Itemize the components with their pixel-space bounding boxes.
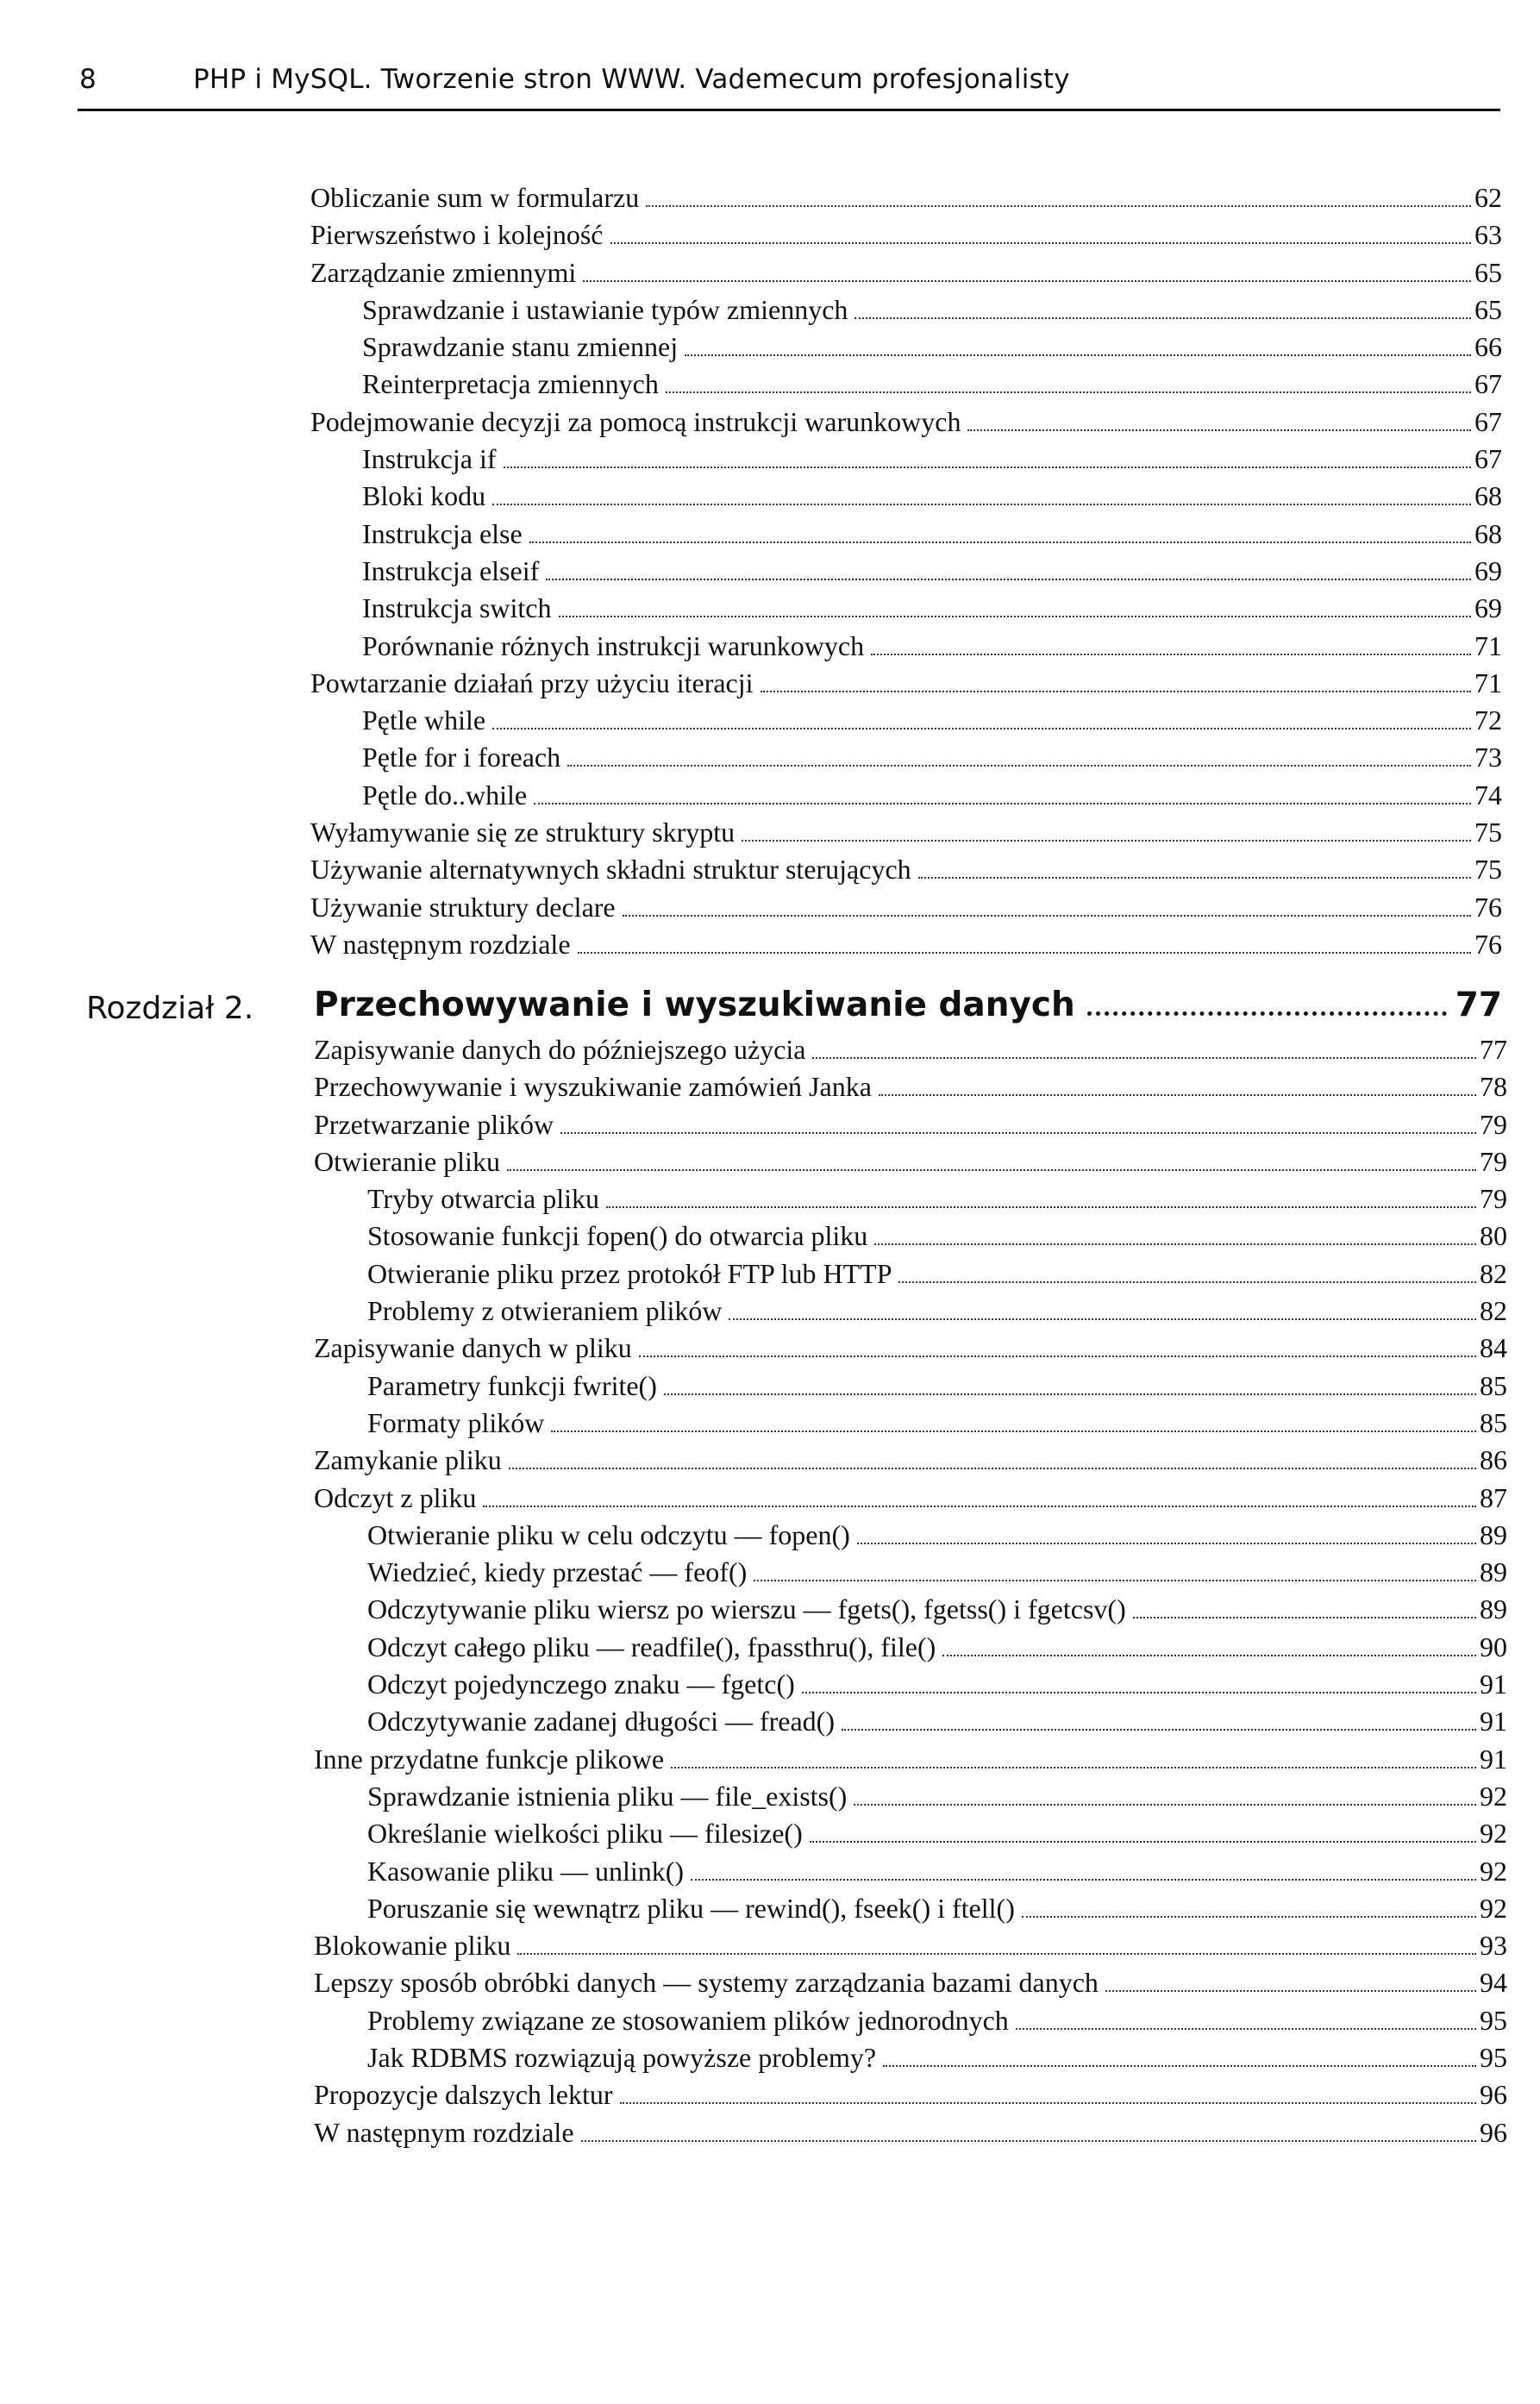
toc-entry-page: 74 xyxy=(1474,779,1502,811)
toc-leader-dots xyxy=(1022,1916,1476,1918)
toc-entry xyxy=(310,665,1502,702)
toc-leader-dots xyxy=(1133,1617,1476,1618)
toc-entry-page: 71 xyxy=(1474,629,1502,661)
toc-entry xyxy=(314,1143,1507,1180)
toc-entry xyxy=(314,1031,1507,1068)
toc-leader-dots xyxy=(918,877,1471,879)
toc-entry-page: 80 xyxy=(1480,1220,1507,1252)
toc-entry-page: 67 xyxy=(1474,443,1502,475)
toc-entry-title: Przechowywanie i wyszukiwanie zamówień Janka xyxy=(314,1071,872,1103)
toc-entry-page: 78 xyxy=(1480,1071,1507,1103)
toc-entry xyxy=(310,254,1502,291)
toc-leader-dots xyxy=(967,429,1471,431)
toc-entry-title: Lepszy sposób obróbki danych — systemy zarządzania bazami danych xyxy=(314,1967,1099,1999)
toc-entry xyxy=(314,1106,1507,1143)
toc-entry xyxy=(314,2114,1507,2151)
toc-leader-dots xyxy=(507,1169,1476,1171)
toc-leader-dots xyxy=(517,1953,1476,1955)
toc-entry-title: Wiedzieć, kiedy przestać — feof() xyxy=(367,1556,748,1588)
toc-entry-title: Używanie struktury declare xyxy=(310,891,616,923)
toc-entry xyxy=(367,2039,1507,2076)
toc-entry-page: 68 xyxy=(1474,517,1502,549)
toc-entry xyxy=(367,1293,1507,1330)
toc-leader-dots xyxy=(1016,2028,1476,2030)
toc-entry xyxy=(362,329,1502,366)
toc-leader-dots xyxy=(810,1841,1476,1843)
toc-entry xyxy=(367,1517,1507,1554)
toc-entry-page: 96 xyxy=(1480,2116,1507,2148)
toc-entry-title: Określanie wielkości pliku — filesize() xyxy=(367,1818,803,1850)
toc-entry-page: 91 xyxy=(1480,1743,1507,1775)
toc-entry-title: Instrukcja if xyxy=(362,443,497,475)
toc-entry-page: 92 xyxy=(1480,1855,1507,1887)
toc-entry-title: Odczyt całego pliku — readfile(), fpassthru(), file() xyxy=(367,1631,936,1662)
chapter-title: Przechowywanie i wyszukiwanie danych xyxy=(314,986,1075,1024)
toc-entry xyxy=(314,1927,1507,1964)
toc-entry-page: 89 xyxy=(1480,1518,1507,1550)
toc-entry-title: Otwieranie pliku w celu odczytu — fopen() xyxy=(367,1518,850,1550)
toc-entry-title: Parametry funkcji fwrite() xyxy=(367,1369,657,1401)
toc-leader-dots xyxy=(691,1879,1476,1881)
toc-entry xyxy=(310,179,1502,216)
toc-entry xyxy=(310,926,1502,963)
chapter-label: Rozdział 2. xyxy=(86,991,254,1026)
toc-entry xyxy=(314,1068,1507,1105)
toc-entry-title: Zarządzanie zmiennymi xyxy=(310,256,577,288)
toc-entry xyxy=(367,2002,1507,2039)
chapter-heading xyxy=(86,986,1502,1034)
toc-entry-page: 95 xyxy=(1480,2042,1507,2074)
toc-leader-dots xyxy=(942,1655,1476,1656)
toc-entry-page: 82 xyxy=(1480,1257,1507,1289)
toc-entry-page: 95 xyxy=(1480,2004,1507,2036)
chapter-leader-dots xyxy=(1087,1011,1447,1016)
toc-entry xyxy=(362,628,1502,665)
toc-leader-dots xyxy=(560,1132,1476,1134)
toc-leader-dots xyxy=(583,280,1471,282)
toc-entry-page: 87 xyxy=(1480,1481,1507,1513)
toc-entry xyxy=(367,1703,1507,1740)
toc-entry xyxy=(310,216,1502,254)
toc-entry-title: Podejmowanie decyzji za pomocą instrukcji warunkowych xyxy=(310,405,961,437)
toc-entry-page: 85 xyxy=(1480,1369,1507,1401)
toc-entry-page: 91 xyxy=(1480,1706,1507,1737)
toc-entry xyxy=(310,851,1502,888)
toc-leader-dots xyxy=(812,1057,1476,1059)
toc-entry-title: Porównanie różnych instrukcji warunkowych xyxy=(362,629,865,661)
toc-entry-title: Sprawdzanie istnienia pliku — file_exists() xyxy=(367,1780,848,1812)
toc-entry-title: Stosowanie funkcji fopen() do otwarcia pliku xyxy=(367,1220,868,1252)
toc-leader-dots xyxy=(879,1094,1476,1096)
toc-entry-page: 69 xyxy=(1474,592,1502,624)
toc-entry-title: Sprawdzanie stanu zmiennej xyxy=(362,331,679,363)
toc-entry xyxy=(367,1405,1507,1442)
toc-leader-dots xyxy=(874,1243,1476,1245)
toc-leader-dots xyxy=(854,1804,1476,1806)
toc-entry-page: 72 xyxy=(1474,704,1502,736)
toc-entry xyxy=(362,291,1502,329)
toc-entry-page: 68 xyxy=(1474,480,1502,512)
toc-leader-dots xyxy=(666,391,1471,393)
toc-entry-title: Inne przydatne funkcje plikowe xyxy=(314,1743,665,1775)
toc-entry-page: 69 xyxy=(1474,554,1502,586)
page-number: 8 xyxy=(79,64,97,95)
toc-leader-dots xyxy=(546,579,1471,580)
toc-entry-title: Jak RDBMS rozwiązują powyższe problemy? xyxy=(367,2042,877,2074)
toc-entry xyxy=(362,516,1502,553)
toc-entry xyxy=(314,1741,1507,1778)
toc-entry xyxy=(367,1180,1507,1218)
toc-entry xyxy=(310,814,1502,851)
toc-section-chapter-2 xyxy=(0,1031,1540,2151)
toc-entry xyxy=(367,1890,1507,1927)
toc-leader-dots xyxy=(620,2102,1476,2104)
chapter-title-row xyxy=(314,986,1502,1024)
toc-entry xyxy=(314,2076,1507,2113)
toc-entry-title: Otwieranie pliku przez protokół FTP lub HTTP xyxy=(367,1257,892,1289)
toc-entry xyxy=(367,1368,1507,1405)
toc-entry-page: 89 xyxy=(1480,1593,1507,1625)
toc-entry xyxy=(314,1330,1507,1367)
toc-entry-page: 75 xyxy=(1474,854,1502,886)
toc-leader-dots xyxy=(639,1355,1476,1357)
toc-entry xyxy=(367,1591,1507,1628)
toc-entry-title: Odczytywanie zadanej długości — fread() xyxy=(367,1706,835,1737)
toc-entry-page: 63 xyxy=(1474,219,1502,251)
toc-entry xyxy=(367,1629,1507,1666)
toc-entry xyxy=(362,739,1502,776)
toc-leader-dots xyxy=(534,803,1471,804)
toc-entry xyxy=(362,590,1502,627)
toc-leader-dots xyxy=(761,691,1471,692)
toc-leader-dots xyxy=(483,1506,1476,1507)
toc-leader-dots xyxy=(842,1729,1476,1731)
toc-entry-title: W następnym rozdziale xyxy=(310,928,571,960)
toc-entry-title: Reinterpretacja zmiennych xyxy=(362,368,659,400)
toc-leader-dots xyxy=(664,1393,1476,1395)
toc-entry-page: 67 xyxy=(1474,368,1502,400)
toc-leader-dots xyxy=(492,504,1471,505)
toc-entry-title: Pętle for i foreach xyxy=(362,742,561,773)
toc-leader-dots xyxy=(742,840,1471,842)
toc-entry-title: Obliczanie sum w formularzu xyxy=(310,182,640,213)
toc-entry-page: 86 xyxy=(1480,1444,1507,1476)
toc-entry-title: Pętle while xyxy=(362,704,486,736)
toc-entry-title: Blokowanie pliku xyxy=(314,1930,511,1962)
header-rule xyxy=(78,109,1500,111)
toc-leader-dots xyxy=(898,1281,1476,1283)
toc-leader-dots xyxy=(606,1206,1476,1208)
toc-entry-title: Otwieranie pliku xyxy=(314,1145,500,1177)
toc-entry-page: 85 xyxy=(1480,1406,1507,1438)
toc-entry-title: Instrukcja switch xyxy=(362,592,552,624)
toc-entry-page: 79 xyxy=(1480,1108,1507,1140)
toc-entry-page: 79 xyxy=(1480,1183,1507,1215)
toc-leader-dots xyxy=(567,765,1471,767)
toc-entry-title: Sprawdzanie i ustawianie typów zmiennych xyxy=(362,293,848,325)
toc-leader-dots xyxy=(802,1692,1476,1693)
toc-entry-page: 65 xyxy=(1474,293,1502,325)
toc-entry-title: Tryby otwarcia pliku xyxy=(367,1183,600,1215)
toc-entry xyxy=(362,702,1502,739)
toc-leader-dots xyxy=(623,915,1471,917)
toc-entry-title: Problemy związane ze stosowaniem plików jednorodnych xyxy=(367,2004,1009,2036)
toc-entry-page: 75 xyxy=(1474,817,1502,848)
toc-leader-dots xyxy=(871,654,1471,655)
toc-entry xyxy=(367,1554,1507,1591)
toc-entry-page: 67 xyxy=(1474,405,1502,437)
toc-leader-dots xyxy=(529,542,1471,543)
toc-leader-dots xyxy=(855,317,1471,319)
toc-entry-title: Formaty plików xyxy=(367,1406,545,1438)
toc-entry-title: Instrukcja else xyxy=(362,517,523,549)
toc-entry xyxy=(367,1778,1507,1815)
toc-entry xyxy=(314,1964,1507,2001)
toc-entry-title: Powtarzanie działań przy użyciu iteracji xyxy=(310,667,754,698)
toc-entry-page: 84 xyxy=(1480,1332,1507,1364)
toc-leader-dots xyxy=(559,616,1472,617)
toc-entry-page: 62 xyxy=(1474,182,1502,213)
toc-entry-title: Odczyt z pliku xyxy=(314,1481,477,1513)
chapter-page: 77 xyxy=(1455,986,1502,1024)
toc-entry-title: Propozycje dalszych lektur xyxy=(314,2079,613,2111)
toc-leader-dots xyxy=(581,2140,1476,2142)
toc-entry-title: Wyłamywanie się ze struktury skryptu xyxy=(310,817,736,848)
toc-entry-title: Poruszanie się wewnątrz pliku — rewind(), fseek() i ftell() xyxy=(367,1892,1015,1924)
toc-leader-dots xyxy=(671,1767,1476,1769)
toc-entry-page: 91 xyxy=(1480,1668,1507,1700)
book-title: PHP i MySQL. Tworzenie stron WWW. Vademecum profesjonalisty xyxy=(193,64,1070,95)
toc-entry-title: Zapisywanie danych do późniejszego użycia xyxy=(314,1034,806,1065)
toc-entry-page: 90 xyxy=(1480,1631,1507,1662)
toc-entry-title: Bloki kodu xyxy=(362,480,486,512)
toc-entry-title: Przetwarzanie plików xyxy=(314,1108,554,1140)
toc-entry-page: 76 xyxy=(1474,891,1502,923)
toc-entry xyxy=(362,777,1502,814)
toc-entry xyxy=(362,441,1502,478)
toc-entry-page: 76 xyxy=(1474,928,1502,960)
toc-entry xyxy=(367,1218,1507,1255)
toc-entry-page: 73 xyxy=(1474,742,1502,773)
toc-entry-title: Zamykanie pliku xyxy=(314,1444,502,1476)
toc-entry-page: 94 xyxy=(1480,1967,1507,1999)
toc-entry xyxy=(367,1666,1507,1703)
toc-entry-title: Instrukcja elseif xyxy=(362,554,540,586)
toc-entry-page: 71 xyxy=(1474,667,1502,698)
toc-entry xyxy=(310,404,1502,441)
toc-entry-page: 77 xyxy=(1480,1034,1507,1065)
toc-entry-page: 93 xyxy=(1480,1930,1507,1962)
toc-entry xyxy=(362,553,1502,590)
toc-entry xyxy=(367,1815,1507,1852)
toc-entry-page: 89 xyxy=(1480,1556,1507,1588)
toc-entry-page: 96 xyxy=(1480,2079,1507,2111)
toc-entry xyxy=(314,1442,1507,1479)
toc-leader-dots xyxy=(754,1580,1476,1581)
toc-entry-page: 65 xyxy=(1474,256,1502,288)
toc-entry xyxy=(362,366,1502,403)
toc-entry-title: Zapisywanie danych w pliku xyxy=(314,1332,632,1364)
toc-entry xyxy=(362,478,1502,515)
toc-entry-page: 92 xyxy=(1480,1892,1507,1924)
toc-entry-title: Odczytywanie pliku wiersz po wierszu — fgets(), fgetss() i fgetcsv() xyxy=(367,1593,1126,1625)
toc-leader-dots xyxy=(857,1543,1476,1544)
toc-entry-page: 82 xyxy=(1480,1295,1507,1327)
toc-section-previous-chapter xyxy=(0,179,1540,963)
toc-entry-title: Problemy z otwieraniem plików xyxy=(367,1295,723,1327)
toc-entry-title: Używanie alternatywnych składni struktur sterujących xyxy=(310,854,911,886)
toc-entry-page: 92 xyxy=(1480,1780,1507,1812)
toc-leader-dots xyxy=(729,1318,1476,1320)
toc-entry-title: Odczyt pojedynczego znaku — fgetc() xyxy=(367,1668,795,1700)
toc-leader-dots xyxy=(551,1431,1476,1432)
toc-leader-dots xyxy=(685,354,1471,356)
toc-entry xyxy=(367,1853,1507,1890)
toc-leader-dots xyxy=(578,952,1471,954)
toc-leader-dots xyxy=(646,205,1471,207)
toc-entry-title: Pętle do..while xyxy=(362,779,528,811)
toc-leader-dots xyxy=(509,1468,1476,1469)
toc-entry-title: Kasowanie pliku — unlink() xyxy=(367,1855,685,1887)
toc-entry xyxy=(367,1255,1507,1293)
toc-leader-dots xyxy=(504,466,1472,468)
toc-entry-page: 92 xyxy=(1480,1818,1507,1850)
toc-leader-dots xyxy=(492,728,1471,729)
toc-entry xyxy=(310,889,1502,926)
toc-entry-title: Pierwszeństwo i kolejność xyxy=(310,219,604,251)
toc-entry xyxy=(314,1480,1507,1517)
toc-entry-page: 66 xyxy=(1474,331,1502,363)
toc-leader-dots xyxy=(1105,1990,1476,1992)
toc-leader-dots xyxy=(610,242,1472,244)
toc-entry-page: 79 xyxy=(1480,1145,1507,1177)
toc-entry-title: W następnym rozdziale xyxy=(314,2116,574,2148)
toc-leader-dots xyxy=(883,2065,1476,2067)
